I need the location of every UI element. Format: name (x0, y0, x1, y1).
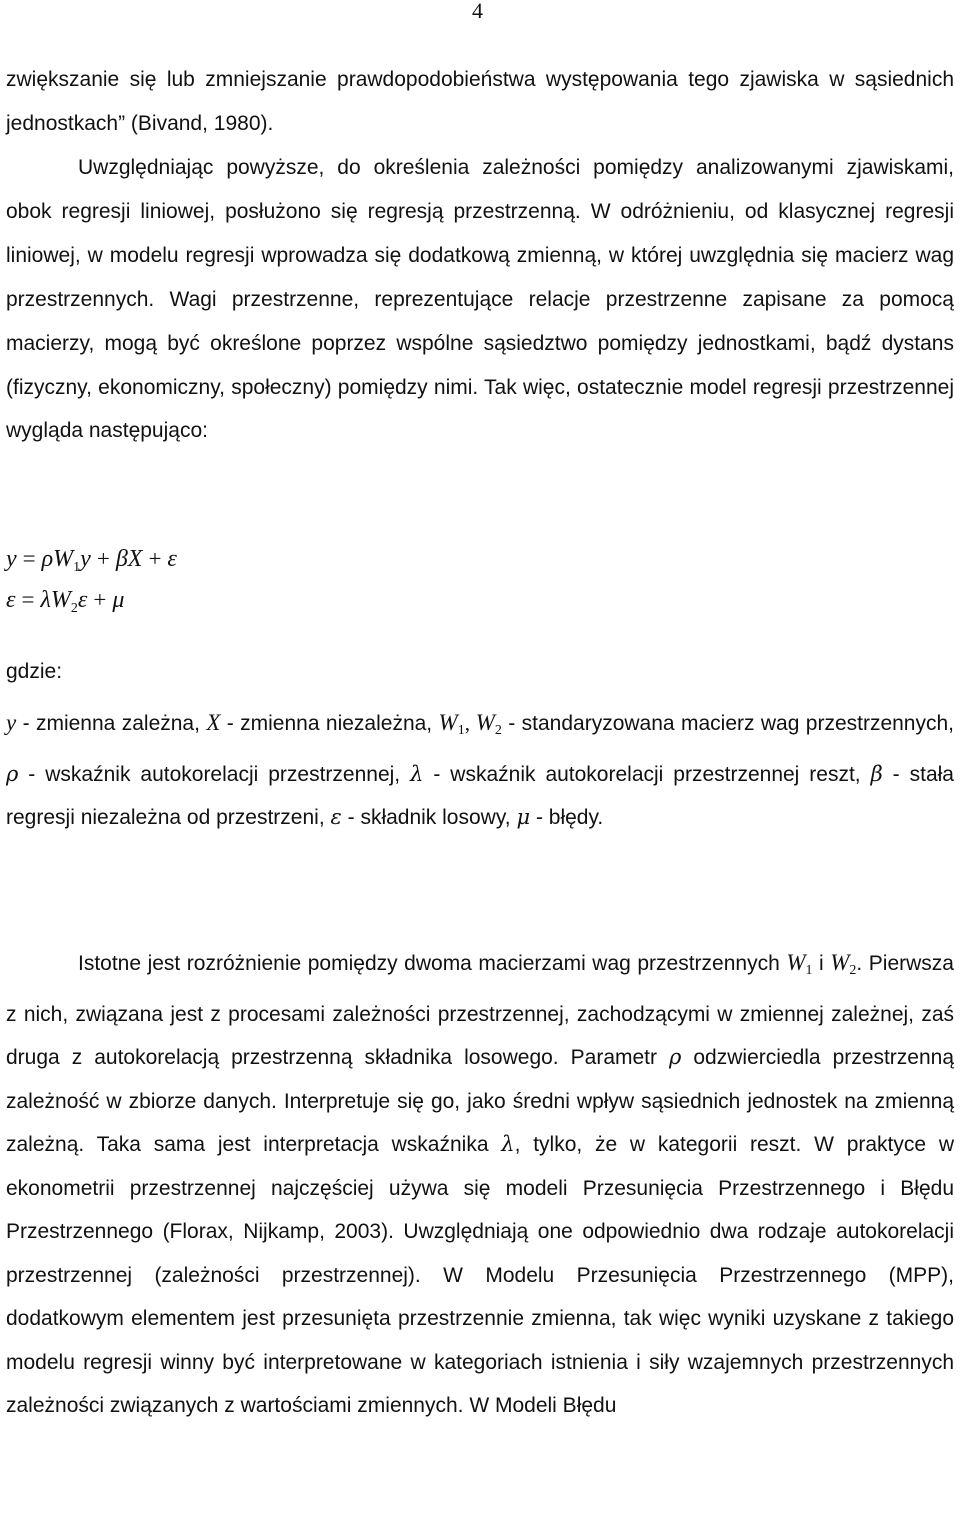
eq1-w: W (53, 546, 74, 572)
paragraph-method-intro: Uwzględniając powyższe, do określenia zależności pomiędzy analizowanymi zjawiskami, obok regresji liniowej, posłużono się regresją przestrzenną. W odróżnieniu, od klasycznej regresji liniowej, w modelu regresji wprowadza się dodatkową zmienną, w której uwzględnia się macierz wag przestrzennych. Wagi przestrzenne, reprezentujące relacje przestrzenne zapisane za pomocą macierzy, mogą być określone poprzez wspólne sąsiedztwo pomiędzy jednostkami, bądź dystans (fizyczny, ekonomiczny, społeczny) pomiędzy nimi. Tak więc, ostatecznie model regresji przestrzennej wygląda następująco: (6, 156, 954, 443)
p3-part3: . Pierwsza z nich, związana jest z procesami zależności przestrzennej, zachodzącymi w zmiennej zależnej, zaś druga z autokorelacją przestrzenną składnika losowego. Parametr (6, 952, 954, 1069)
eq2-plus: + (93, 587, 107, 612)
p3-w1-symbol: $W_1$ (786, 950, 813, 978)
legend-w-symbols: $W_1$, $W_2$ (438, 710, 502, 738)
legend-y-symbol: y (6, 710, 17, 735)
eq2-lambda: λ (40, 587, 51, 613)
page-number: 4 (472, 0, 483, 23)
p3-rho-symbol: ρ (669, 1045, 682, 1069)
p3-part4: odzwierciedla przestrzenną zależność w zbiorze danych. Interpretuje się go, jako średni wpływ sąsiednich jednostek na zmienną zależną. Taka sama jest interpretacja wskaźnika (6, 1046, 955, 1156)
p3-part2: i (812, 952, 831, 975)
legend-y-desc: - zmienna zależna, (16, 712, 207, 735)
legend-beta-desc: - stała regresji niezależna od przestrzeni, (6, 762, 954, 829)
eq2-mu: μ (112, 587, 125, 613)
eq1-plus1: + (96, 546, 110, 571)
equation-spatial-error (6, 587, 124, 617)
eq2-lhs: ε (6, 587, 16, 613)
eq1-beta: β (115, 546, 128, 572)
eq1-equals: = (22, 546, 36, 571)
legend-x-symbol: X (206, 710, 221, 735)
legend-epsilon-symbol: ε (330, 805, 342, 829)
p3-part1: Istotne jest rozróżnienie pomiędzy dwoma macierzami wag przestrzennych (78, 952, 787, 975)
legend-beta-symbol: β (870, 761, 883, 786)
eq1-y: y (80, 546, 91, 572)
eq1-eps: ε (167, 546, 177, 572)
eq1-lhs: y (6, 546, 17, 572)
legend-mu-desc: - błędy. (530, 806, 604, 829)
legend-lambda-desc: - wskaźnik autokorelacji przestrzennej reszt, (423, 762, 871, 786)
legend-epsilon-desc: - składnik losowy, (341, 806, 517, 829)
legend-x-desc: - zmienna niezależna, (220, 712, 439, 735)
eq2-eps: ε (77, 587, 88, 613)
eq1-w-sub: 1 (73, 560, 81, 575)
eq1-rho: ρ (41, 546, 54, 572)
legend-rho-desc: - wskaźnik autokorelacji przestrzennej, (18, 762, 411, 786)
p3-part5: , tylko, że w kategorii reszt. W praktyce w ekonometrii przestrzennej najczęściej używa się modeli Przesunięcia Przestrzennego i Błędu Przestrzennego (Florax, Nijkamp, 2003). Uwzględniają one odpowiednio dwa rodzaje autokorelacji przestrzennej (zależności przestrzennej). W Modelu Przesunięcia Przestrzennego (MPP), dodatkowym elementem jest przesunięta przestrzennie zmienna, tak więc wyniki uzyskane z takiego modelu regresji winny być interpretowane w kategoriach istnienia i siły wzajemnych przestrzennych zależności związanych z wartościami zmiennych. W Modeli Błędu (6, 1133, 955, 1417)
legend-heading: gdzie: (6, 660, 63, 683)
intro-continuation: zwiększanie się lub zmniejszanie prawdopodobieństwa występowania tego zjawiska w sąsiednich jednostkach” (Bivand, 1980). (6, 68, 954, 135)
legend-rho-symbol: ρ (6, 761, 19, 786)
legend-lambda-symbol: λ (410, 761, 424, 786)
legend-mu-symbol: μ (516, 805, 531, 829)
eq1-plus2: + (148, 546, 162, 571)
legend-w-desc: - standaryzowana macierz wag przestrzennych, (501, 712, 955, 735)
eq2-w: W (50, 587, 71, 613)
paragraph-weight-matrices (6, 941, 954, 1428)
p3-w2-symbol: $W_2$ (830, 950, 857, 978)
eq2-w-sub: 2 (70, 601, 78, 616)
eq1-x: X (127, 546, 143, 572)
p3-lambda-symbol: λ (501, 1132, 515, 1156)
legend-paragraph (6, 701, 954, 840)
eq2-equals: = (21, 587, 35, 612)
equation-spatial-lag (6, 546, 177, 576)
